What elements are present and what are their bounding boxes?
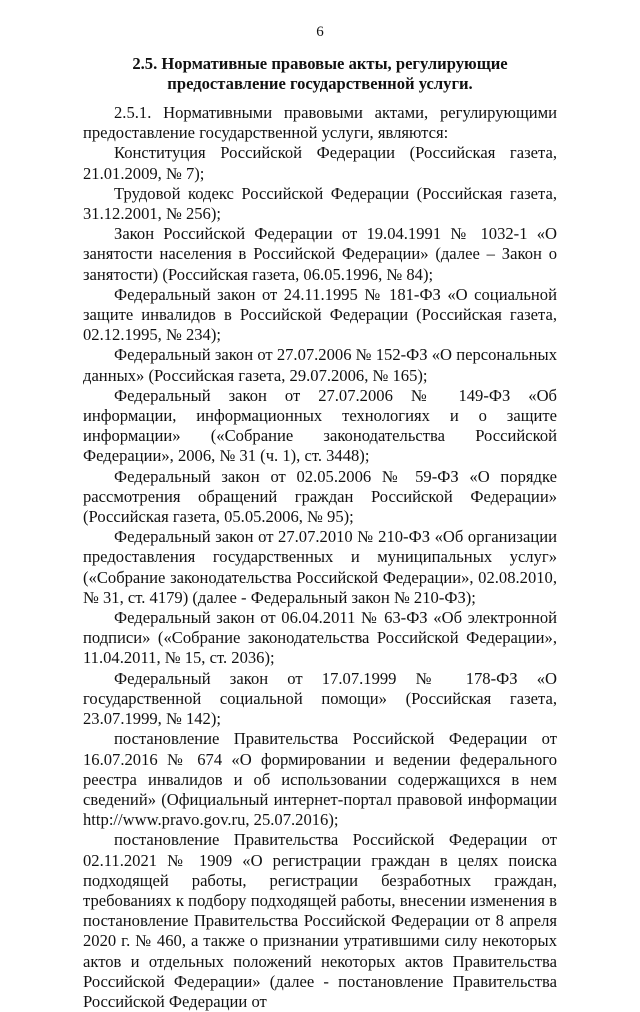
legal-act-item: Федеральный закон от 27.07.2006 № 149-ФЗ «Об информации, информационных технологиях и о защите информации» («Собрание законодательства Российской Федерации», 2006, № 31 (ч. 1), ст. 3448); <box>83 385 557 466</box>
intro-paragraph: 2.5.1. Нормативными правовыми актами, регулирующими предоставление государственной услуги, являются: <box>83 103 557 143</box>
legal-act-item: Федеральный закон от 06.04.2011 № 63-ФЗ «Об электронной подписи» («Собрание законодательства Российской Федерации», 11.04.2011, № 15, ст. 2036); <box>83 608 557 668</box>
legal-act-item: постановление Правительства Российской Федерации от 02.11.2021 № 1909 «О регистрации граждан в целях поиска подходящей работы, регистрации безработных граждан, требованиях к подбору подходящей работы, внесении изменения в постановление Правительства Российской Федерации от 8 апреля 2020 г. № 460, а также о признании утратившими силу некоторых актов и отдельных положений некоторых актов Правительства Российской Федерации» (далее - постановление Правительства Российской Федерации от <box>83 830 557 1011</box>
legal-act-item: Федеральный закон от 17.07.1999 № 178-ФЗ «О государственной социальной помощи» (Российская газета, 23.07.1999, № 142); <box>83 668 557 729</box>
legal-act-item: Федеральный закон от 27.07.2006 № 152-ФЗ «О персональных данных» (Российская газета, 29.07.2006, № 165); <box>83 345 557 385</box>
page-number: 6 <box>316 24 324 40</box>
legal-act-item: Федеральный закон от 24.11.1995 № 181-ФЗ «О социальной защите инвалидов в Российской Федерации (Российская газета, 02.12.1995, № 234); <box>83 284 557 345</box>
body-text <box>83 103 557 1012</box>
legal-act-item: постановление Правительства Российской Федерации от 16.07.2016 № 674 «О формировании и ведении федерального реестра инвалидов и об использовании содержащихся в нем сведений» (Официальный интернет-портал правовой информации http://www.pravo.gov.ru, 25.07.2016); <box>83 729 557 830</box>
legal-act-item: Федеральный закон от 02.05.2006 № 59-ФЗ «О порядке рассмотрения обращений граждан Российской Федерации» (Российская газета, 05.05.2006, № 95); <box>83 466 557 527</box>
section-heading: 2.5. Нормативные правовые акты, регулирующие предоставление государственной услуги. <box>132 54 508 93</box>
legal-act-item: Конституция Российской Федерации (Российская газета, 21.01.2009, № 7); <box>83 143 557 183</box>
legal-act-item: Трудовой кодекс Российской Федерации (Российская газета, 31.12.2001, № 256); <box>83 183 557 224</box>
legal-act-item: Закон Российской Федерации от 19.04.1991 № 1032-1 «О занятости населения в Российской Федерации» (далее – Закон о занятости) (Российская газета, 06.05.1996, № 84); <box>83 224 557 284</box>
legal-act-item: Федеральный закон от 27.07.2010 № 210-ФЗ «Об организации предоставления государственных и муниципальных услуг» («Собрание законодательства Российской Федерации», 02.08.2010, № 31, ст. 4179) (далее - Федеральный закон № 210-ФЗ); <box>83 527 557 607</box>
